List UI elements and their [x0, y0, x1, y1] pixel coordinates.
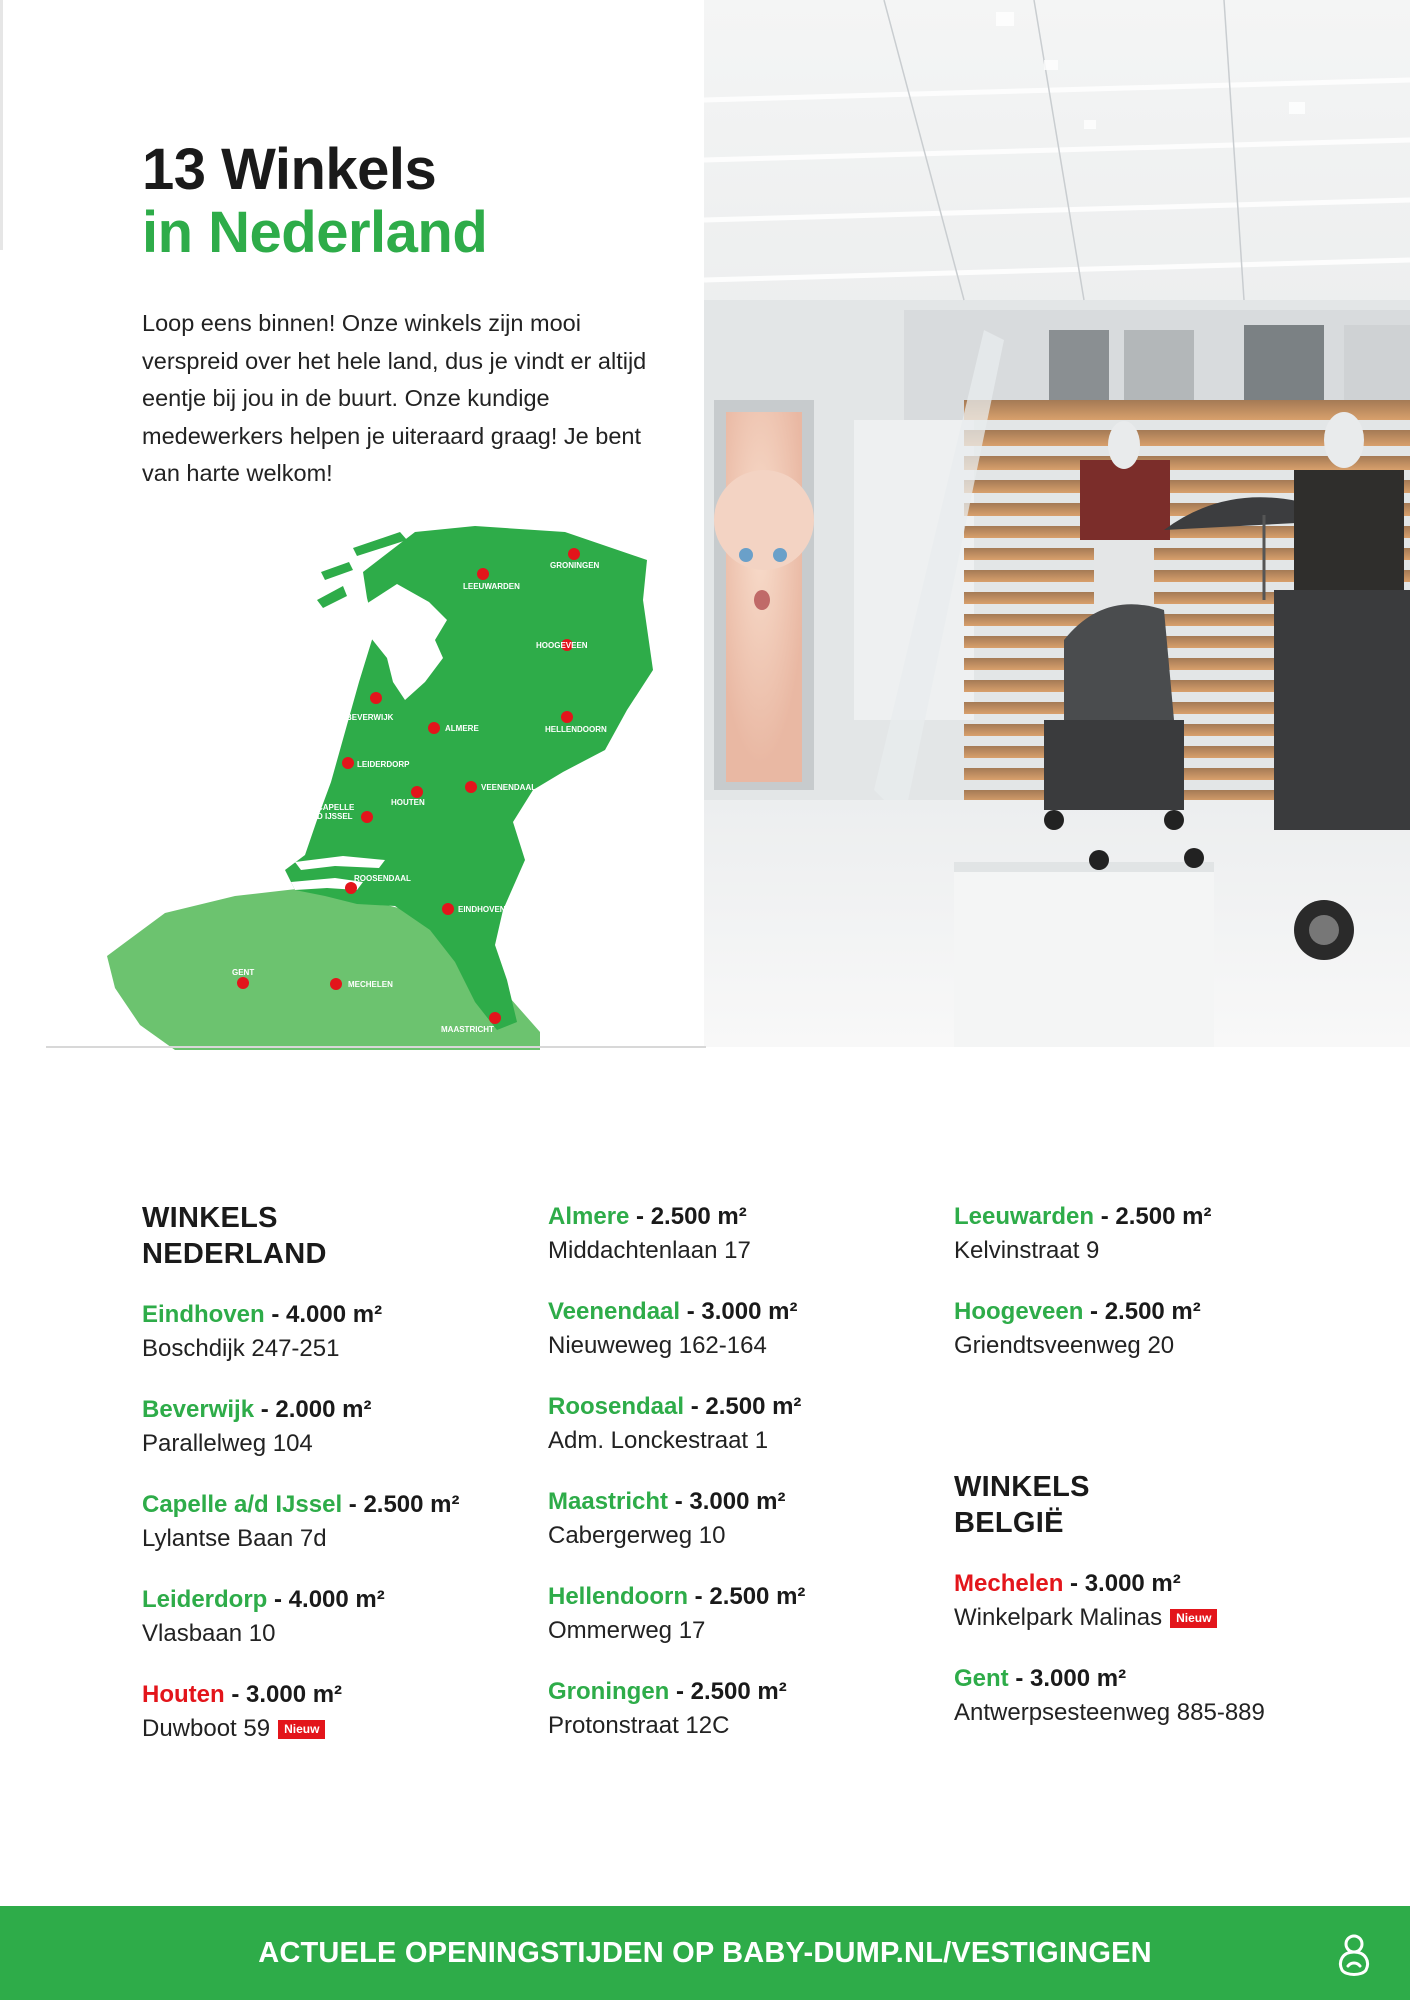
marker-houten [411, 786, 423, 798]
store-leeuwarden [954, 1200, 1354, 1268]
section-divider [46, 1046, 706, 1048]
store-name: Almere [548, 1203, 630, 1230]
store-size: 2.500 m² [363, 1491, 460, 1518]
store-interior-photo [704, 0, 1410, 1047]
marker-eindhoven [442, 903, 454, 915]
store-separator: - [1063, 1570, 1085, 1597]
store-separator: - [684, 1393, 706, 1420]
map-label-leeuwarden: LEEUWARDEN [463, 582, 520, 591]
store-leiderdorp [142, 1583, 542, 1651]
store-separator: - [1008, 1665, 1030, 1692]
store-address: Ommerweg 17 [548, 1617, 706, 1644]
map-label-mechelen: MECHELEN [348, 980, 393, 989]
store-separator: - [688, 1583, 710, 1610]
new-badge: Nieuw [278, 1720, 325, 1739]
store-name: Capelle a/d IJssel [142, 1491, 343, 1518]
store-size: 2.500 m² [650, 1203, 747, 1230]
store-size: 2.000 m² [275, 1396, 372, 1423]
store-address: Cabergerweg 10 [548, 1522, 726, 1549]
marker-veenendaal [465, 781, 477, 793]
store-size: 3.000 m² [1030, 1665, 1127, 1692]
store-size: 2.500 m² [690, 1678, 787, 1705]
store-separator: - [224, 1681, 246, 1708]
marker-hellendoorn [561, 711, 573, 723]
store-address: Adm. Lonckestraat 1 [548, 1427, 769, 1454]
store-hellendoorn [548, 1580, 948, 1648]
map-label-almere: ALMERE [445, 724, 479, 733]
store-name: Maastricht [548, 1488, 669, 1515]
section-title-be-2: BELGIË [954, 1507, 1064, 1539]
marker-groningen [568, 548, 580, 560]
section-title-nl-2: NEDERLAND [142, 1238, 327, 1270]
store-address: Vlasbaan 10 [142, 1620, 276, 1647]
store-address: Duwboot 59 [142, 1715, 271, 1742]
section-title-nl-1: WINKELS [142, 1202, 278, 1234]
footer-link-text[interactable]: ACTUELE OPENINGSTIJDEN OP BABY-DUMP.NL/VESTIGINGEN [258, 1937, 1152, 1969]
map-label-gent: GENT [232, 968, 255, 977]
store-separator: - [668, 1488, 690, 1515]
store-name: Roosendaal [548, 1393, 685, 1420]
store-map [95, 510, 655, 1050]
store-eindhoven [142, 1298, 542, 1366]
store-name: Houten [142, 1681, 225, 1708]
store-beverwijk [142, 1393, 542, 1461]
store-capelle [142, 1488, 542, 1556]
store-separator: - [254, 1396, 276, 1423]
store-name: Leiderdorp [142, 1586, 268, 1613]
page-edge-line [0, 0, 3, 250]
store-size: 2.500 m² [709, 1583, 806, 1610]
store-separator: - [1083, 1298, 1105, 1325]
marker-maastricht [489, 1012, 501, 1024]
store-houten [142, 1678, 542, 1746]
map-label-roosendaal: ROOSENDAAL [354, 874, 411, 883]
marker-roosendaal [345, 882, 357, 894]
footer-bar [0, 1906, 1410, 2000]
marker-beverwijk [370, 692, 382, 704]
store-size: 2.500 m² [1104, 1298, 1201, 1325]
store-separator: - [264, 1301, 286, 1328]
stores-column-2 [548, 1200, 948, 1770]
store-separator: - [629, 1203, 651, 1230]
title-line-2: in Nederland [142, 200, 488, 265]
section-title-nl [142, 1200, 542, 1272]
new-badge: Nieuw [1170, 1609, 1217, 1628]
store-name: Mechelen [954, 1570, 1064, 1597]
map-label-groningen: GRONINGEN [550, 561, 600, 570]
store-name: Gent [954, 1665, 1009, 1692]
map-label-hoogeveen: HOOGEVEEN [536, 641, 588, 650]
store-roosendaal [548, 1390, 948, 1458]
map-island-3 [317, 586, 347, 608]
store-name: Veenendaal [548, 1298, 681, 1325]
marker-leeuwarden [477, 568, 489, 580]
marker-gent [237, 977, 249, 989]
store-separator: - [342, 1491, 364, 1518]
store-address: Antwerpsesteenweg 885-889 [954, 1699, 1265, 1726]
store-name: Groningen [548, 1678, 670, 1705]
store-almere [548, 1200, 948, 1268]
map-label-capelle-1: CAPELLE [317, 803, 355, 812]
store-address: Protonstraat 12C [548, 1712, 730, 1739]
store-mechelen [954, 1567, 1354, 1635]
section-title-be [954, 1469, 1354, 1541]
store-size: 2.500 m² [705, 1393, 802, 1420]
store-size: 3.000 m² [245, 1681, 343, 1708]
map-island-2 [321, 562, 353, 580]
store-address: Lylantse Baan 7d [142, 1525, 327, 1552]
store-separator: - [267, 1586, 289, 1613]
store-name: Leeuwarden [954, 1203, 1095, 1230]
store-address: Winkelpark Malinas [954, 1604, 1163, 1631]
store-gent [954, 1662, 1354, 1730]
marker-almere [428, 722, 440, 734]
map-label-hellendoorn: HELLENDOORN [545, 725, 607, 734]
baby-dump-logo-icon [1334, 1932, 1374, 1978]
store-size: 3.000 m² [1084, 1570, 1181, 1597]
store-name: Hellendoorn [548, 1583, 689, 1610]
marker-capelle [361, 811, 373, 823]
store-size: 2.500 m² [1115, 1203, 1212, 1230]
store-address: Nieuweweg 162-164 [548, 1332, 767, 1359]
map-label-houten: HOUTEN [391, 798, 425, 807]
store-veenendaal [548, 1295, 948, 1363]
store-name: Beverwijk [142, 1396, 255, 1423]
title-line-1: 13 Winkels [142, 137, 437, 202]
store-size: 3.000 m² [701, 1298, 798, 1325]
store-groningen [548, 1675, 948, 1743]
stores-column-3 [954, 1200, 1354, 1757]
section-title-be-1: WINKELS [954, 1471, 1090, 1503]
store-separator: - [680, 1298, 702, 1325]
map-label-capelle-2: A/D IJSSEL [309, 812, 353, 821]
store-separator: - [669, 1678, 691, 1705]
store-size: 3.000 m² [689, 1488, 786, 1515]
store-hoogeveen [954, 1295, 1354, 1363]
store-separator: - [1094, 1203, 1116, 1230]
store-address: Boschdijk 247-251 [142, 1335, 340, 1362]
store-size: 4.000 m² [288, 1586, 385, 1613]
intro-paragraph: Loop eens binnen! Onze winkels zijn mooi verspreid over het hele land, dus je vindt er altijd eentje bij jou in de buurt. Onze kundige medewerkers helpen je uiteraard graag! Je bent van harte welkom! [142, 310, 647, 486]
store-name: Eindhoven [142, 1301, 265, 1328]
map-label-beverwijk: BEVERWIJK [346, 713, 394, 722]
store-address: Griendtsveenweg 20 [954, 1332, 1175, 1359]
map-label-eindhoven: EINDHOVEN [458, 905, 506, 914]
marker-leiderdorp [342, 757, 354, 769]
store-size: 4.000 m² [286, 1301, 383, 1328]
store-name: Hoogeveen [954, 1298, 1084, 1325]
map-label-leiderdorp: LEIDERDORP [357, 760, 410, 769]
store-maastricht [548, 1485, 948, 1553]
stores-column-1 [142, 1200, 542, 1773]
marker-mechelen [330, 978, 342, 990]
map-label-maastricht: MAASTRICHT [441, 1025, 494, 1034]
page-title [142, 138, 487, 264]
store-address: Parallelweg 104 [142, 1430, 313, 1457]
store-address: Middachtenlaan 17 [548, 1237, 751, 1264]
map-label-veenendaal: VEENENDAAL [481, 783, 537, 792]
store-address: Kelvinstraat 9 [954, 1237, 1100, 1264]
